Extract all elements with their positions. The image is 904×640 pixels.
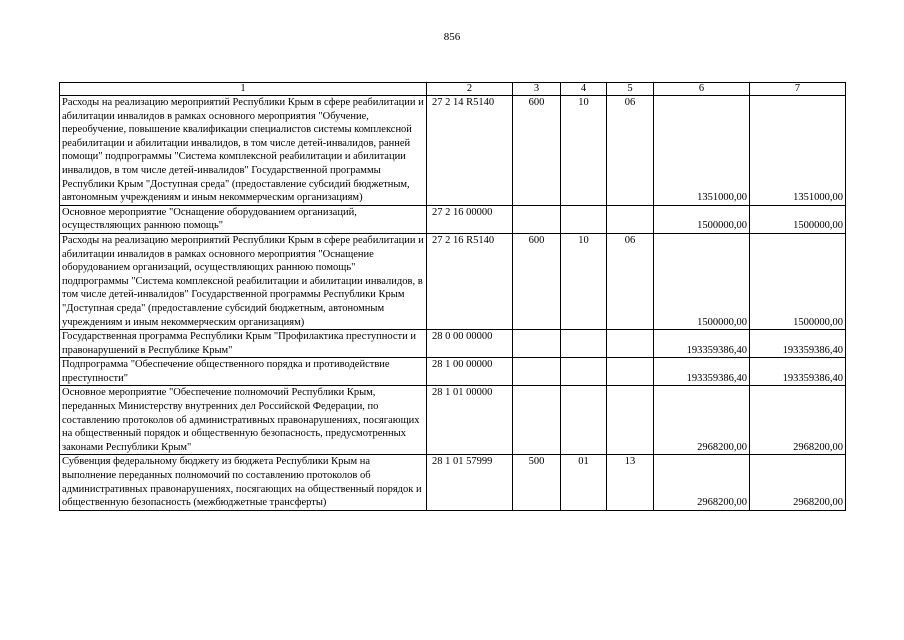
row-col3	[513, 386, 561, 455]
row-code: 28 1 01 57999	[427, 455, 513, 510]
row-amount-7: 2968200,00	[750, 386, 846, 455]
table-row	[60, 96, 846, 206]
budget-table	[59, 82, 846, 511]
row-code: 27 2 16 00000	[427, 205, 513, 233]
table-row	[60, 233, 846, 329]
table-row	[60, 330, 846, 358]
row-amount-7: 1500000,00	[750, 233, 846, 329]
row-amount-6: 2968200,00	[654, 386, 750, 455]
table-row	[60, 358, 846, 386]
row-name: Субвенция федеральному бюджету из бюджета Республики Крым на выполнение переданных полномочий по составлению протоколов об административных правонарушениях, посягающих на общественный порядок и общественную безопасность (межбюджетные трансферты)	[60, 455, 427, 510]
row-amount-6: 1351000,00	[654, 96, 750, 206]
row-col5	[607, 330, 654, 358]
row-code: 28 1 00 00000	[427, 358, 513, 386]
row-amount-7: 2968200,00	[750, 455, 846, 510]
column-header: 5	[607, 83, 654, 96]
row-col3: 500	[513, 455, 561, 510]
row-amount-6: 193359386,40	[654, 358, 750, 386]
row-col3: 600	[513, 233, 561, 329]
row-col4: 01	[561, 455, 607, 510]
row-amount-7: 1351000,00	[750, 96, 846, 206]
row-name: Основное мероприятие "Обеспечение полномочий Республики Крым, переданных Министерству внутренних дел Российской Федерации, по составлению протоколов об административных правонарушениях, посягающих на общественный порядок и общественную безопасность, предусмотренных законами Республики Крым"	[60, 386, 427, 455]
column-header: 3	[513, 83, 561, 96]
row-col4: 10	[561, 96, 607, 206]
row-col4	[561, 386, 607, 455]
row-col5	[607, 358, 654, 386]
row-code: 27 2 14 R5140	[427, 96, 513, 206]
table-header-row	[60, 83, 846, 96]
row-col3	[513, 330, 561, 358]
row-amount-7: 193359386,40	[750, 358, 846, 386]
row-amount-7: 193359386,40	[750, 330, 846, 358]
row-name: Государственная программа Республики Крым "Профилактика преступности и правонарушений в Республике Крым"	[60, 330, 427, 358]
row-col3	[513, 205, 561, 233]
column-header: 4	[561, 83, 607, 96]
column-header: 6	[654, 83, 750, 96]
row-col5: 06	[607, 233, 654, 329]
row-col4	[561, 205, 607, 233]
table-row	[60, 386, 846, 455]
table-row	[60, 455, 846, 510]
row-amount-6: 2968200,00	[654, 455, 750, 510]
row-col4	[561, 330, 607, 358]
row-code: 28 0 00 00000	[427, 330, 513, 358]
row-amount-6: 1500000,00	[654, 233, 750, 329]
row-col5	[607, 205, 654, 233]
row-name: Подпрограмма "Обеспечение общественного порядка и противодействие преступности"	[60, 358, 427, 386]
row-code: 27 2 16 R5140	[427, 233, 513, 329]
row-col5: 06	[607, 96, 654, 206]
row-col5: 13	[607, 455, 654, 510]
row-name: Основное мероприятие "Оснащение оборудованием организаций, осуществляющих раннюю помощь"	[60, 205, 427, 233]
row-col3: 600	[513, 96, 561, 206]
column-header: 1	[60, 83, 427, 96]
page-number: 856	[443, 31, 461, 43]
row-col3	[513, 358, 561, 386]
row-code: 28 1 01 00000	[427, 386, 513, 455]
row-name: Расходы на реализацию мероприятий Республики Крым в сфере реабилитации и абилитации инвалидов в рамках основного мероприятия "Обучение, переобучение, повышение квалификации специалистов системы комплексной реабилитации и абилитации инвалидов, в том числе детей-инвалидов, ранней помощи" подпрограммы "Система комплексной реабилитации и абилитации инвалидов, в том числе детей-инвалидов" Государственной программы Республики Крым "Доступная среда" (предоставление субсидий бюджетным, автономным учреждениям и иным некоммерческим организациям)	[60, 96, 427, 206]
row-amount-6: 1500000,00	[654, 205, 750, 233]
table-row	[60, 205, 846, 233]
row-amount-7: 1500000,00	[750, 205, 846, 233]
row-name: Расходы на реализацию мероприятий Республики Крым в сфере реабилитации и абилитации инвалидов в рамках основного мероприятия "Оснащение оборудованием организаций, осуществляющих раннюю помощь" подпрограммы "Система комплексной реабилитации и абилитации инвалидов, в том числе детей-инвалидов" Государственной программы Республики Крым "Доступная среда" (предоставление субсидий бюджетным, автономным учреждениям и иным некоммерческим организациям)	[60, 233, 427, 329]
row-amount-6: 193359386,40	[654, 330, 750, 358]
row-col4: 10	[561, 233, 607, 329]
column-header: 7	[750, 83, 846, 96]
column-header: 2	[427, 83, 513, 96]
row-col4	[561, 358, 607, 386]
row-col5	[607, 386, 654, 455]
